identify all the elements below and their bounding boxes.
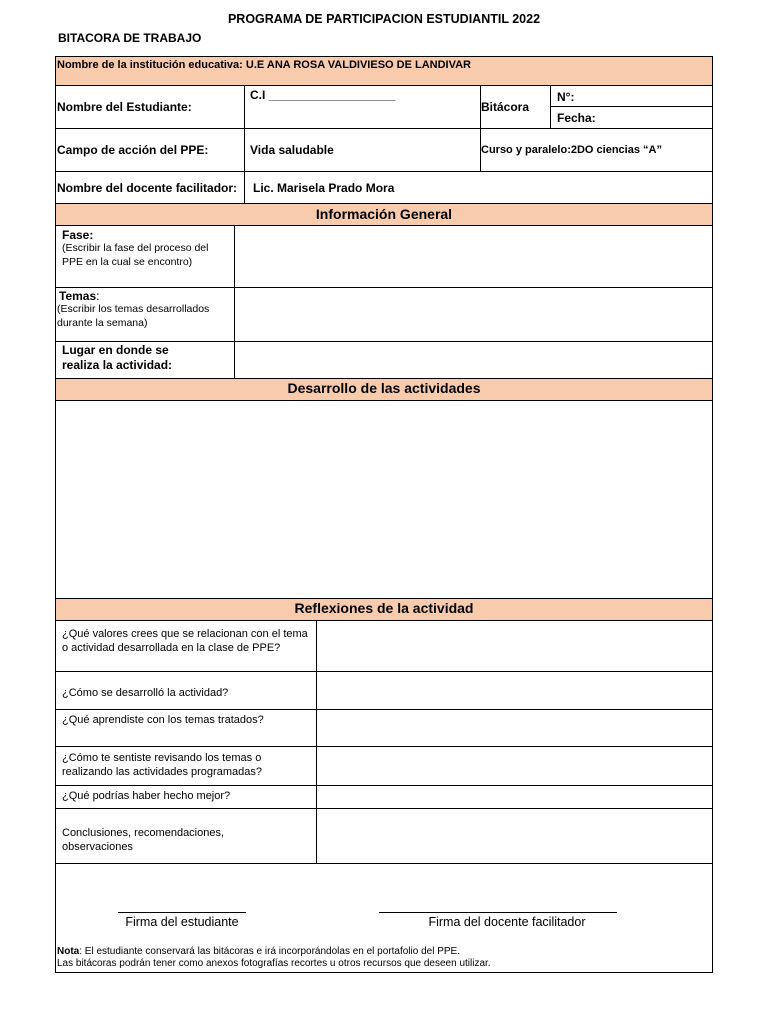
fase-input[interactable] (235, 226, 711, 287)
log-title: BITACORA DE TRABAJO (58, 31, 202, 45)
desarrollo-heading: Desarrollo de las actividades (287, 380, 481, 396)
log-form (55, 56, 713, 973)
student-name-label: Nombre del Estudiante: (57, 100, 192, 114)
lugar-label-line1: Lugar en donde se (62, 343, 169, 357)
fase-hint: (Escribir la fase del proceso del PPE en la cual se encontro) (62, 242, 209, 268)
reflection-answer-6[interactable] (317, 809, 711, 863)
student-ci-field[interactable]: C.I ___________________ (250, 88, 396, 102)
temas-label: Temas (59, 289, 97, 303)
temas-hint: (Escribir los temas desarrollados durante la semana) (57, 303, 210, 329)
reflection-question-1: ¿Qué valores crees que se relacionan con el tema o actividad desarrollada en la clase de PPE? (62, 628, 308, 654)
note-line-2: Las bitácoras podrán tener como anexos fotografías recortes u otros recursos que deseen utilizar. (57, 958, 491, 969)
reflection-answer-4[interactable] (317, 747, 711, 785)
reflection-question-2: ¿Cómo se desarrolló la actividad? (62, 687, 229, 699)
date-field[interactable]: Fecha: (557, 111, 596, 125)
student-signature: Firma del estudiante (125, 915, 239, 929)
bitacora-number-field[interactable]: N°: (557, 90, 575, 104)
docente-label: Nombre del docente facilitador: (57, 181, 238, 195)
reflexiones-heading: Reflexiones de la actividad (294, 600, 474, 616)
general-heading: Información General (315, 206, 453, 222)
program-title: PROGRAMA DE PARTICIPACION ESTUDIANTIL 2022 (227, 12, 541, 26)
desarrollo-textarea[interactable] (56, 401, 712, 598)
institution-label: Nombre de la institución educativa: (57, 59, 243, 71)
note-text-1: : El estudiante conservará las bitácoras e irá incorporándolas en el portafolio del PPE. (79, 946, 461, 957)
reflection-question-3: ¿Qué aprendiste con los temas tratados? (62, 714, 264, 726)
institution-value: U.E ANA ROSA VALDIVIESO DE LANDIVAR (245, 59, 471, 71)
temas-label-line (59, 289, 99, 303)
reflection-answer-2[interactable] (317, 672, 711, 709)
docente-value: Lic. Marisela Prado Mora (253, 181, 395, 195)
bitacora-label: Bitácora (481, 100, 530, 114)
reflection-question-6: Conclusiones, recomendaciones, observaciones (62, 827, 225, 853)
reflection-answer-3[interactable] (317, 710, 711, 746)
campo-value: Vida saludable (250, 143, 334, 157)
reflection-answer-5[interactable] (317, 786, 711, 808)
lugar-label-line2: realiza la actividad: (62, 358, 173, 372)
temas-input[interactable] (235, 288, 711, 341)
note-line-1 (57, 946, 460, 958)
teacher-signature: Firma del docente facilitador (428, 915, 586, 929)
temas-colon: : (96, 289, 100, 303)
reflection-question-4: ¿Cómo te sentiste revisando los temas o realizando las actividades programadas? (62, 752, 262, 778)
note-label: Nota (57, 946, 80, 957)
institution-line (57, 59, 471, 73)
campo-label: Campo de acción del PPE: (57, 143, 209, 157)
reflection-question-5: ¿Qué podrías haber hecho mejor? (62, 790, 231, 802)
lugar-input[interactable] (235, 342, 711, 378)
reflection-answer-1[interactable] (317, 621, 711, 671)
curso-value: Curso y paralelo:2DO ciencias “A” (481, 144, 662, 156)
fase-label: Fase: (62, 228, 94, 242)
